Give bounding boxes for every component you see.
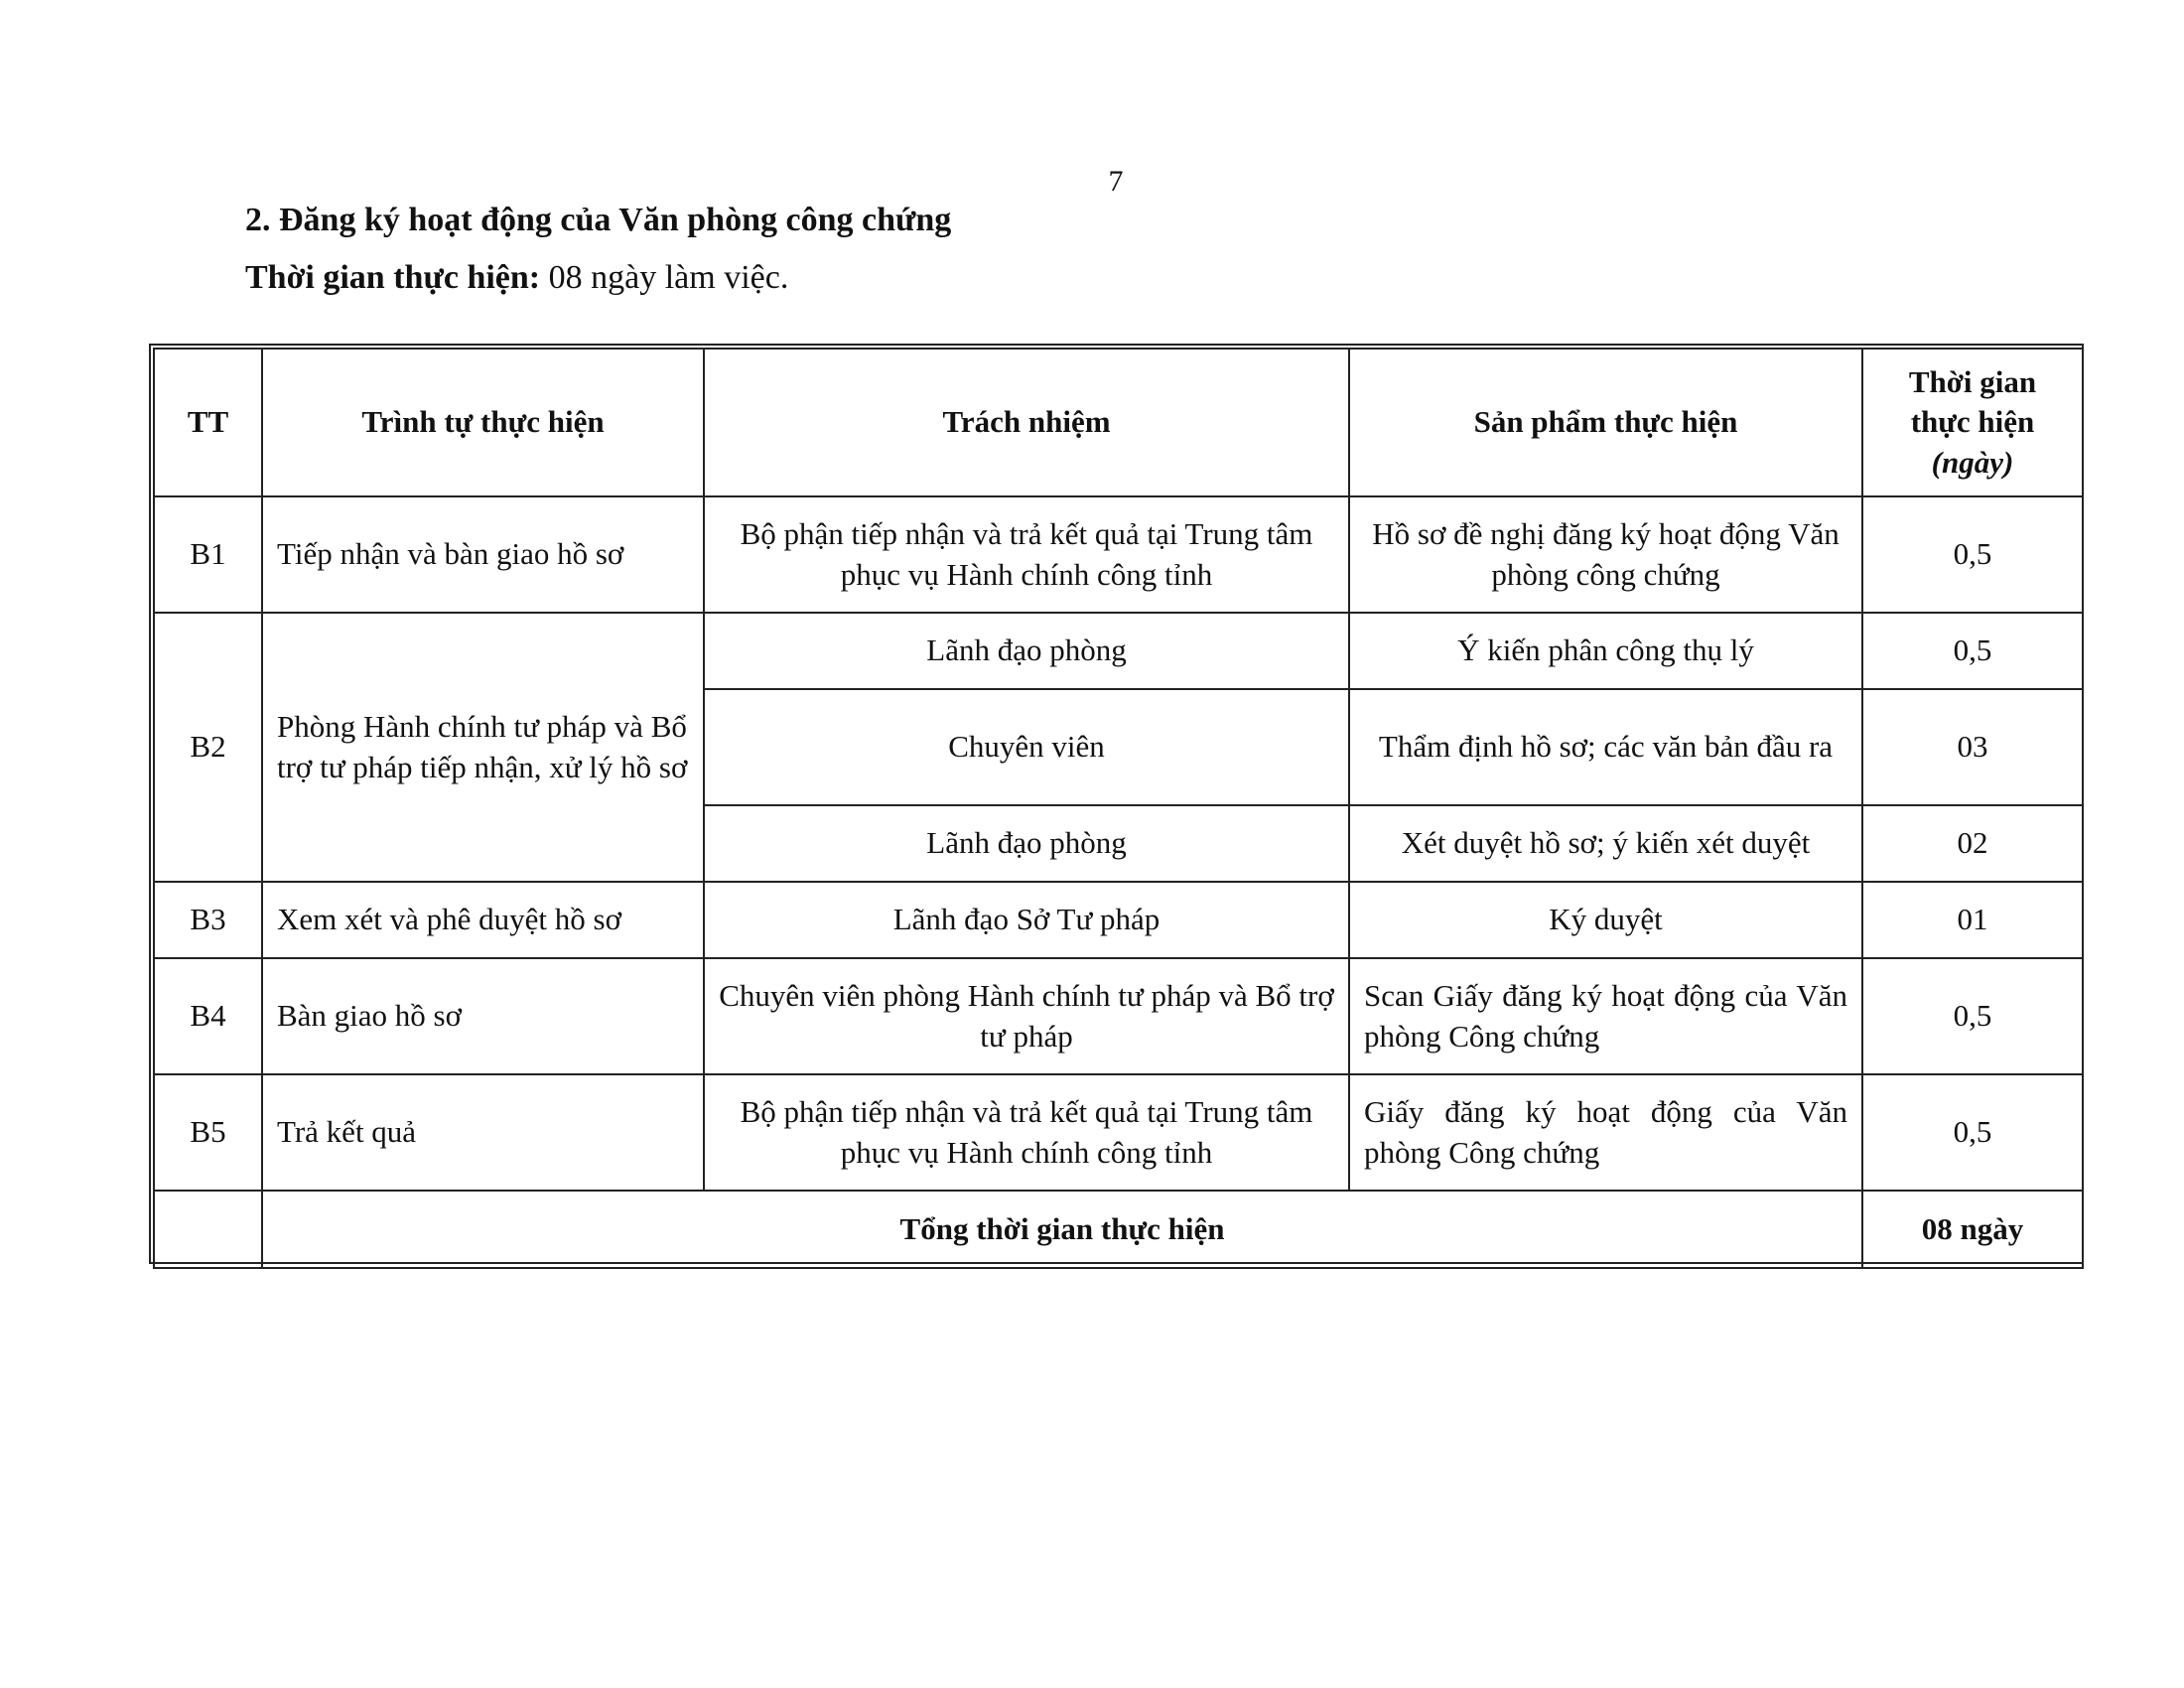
cell-b1-product: Hồ sơ đề nghị đăng ký hoạt động Văn phòng công chứng: [1349, 496, 1862, 613]
header-tt: TT: [154, 349, 262, 496]
cell-b2-2-time: 03: [1862, 689, 2083, 805]
header-product: Sản phẩm thực hiện: [1349, 349, 1862, 496]
cell-b5-tt: B5: [154, 1074, 262, 1191]
cell-b4-step: Bàn giao hồ sơ: [262, 958, 704, 1074]
cell-b4-product: Scan Giấy đăng ký hoạt động của Văn phòng Công chứng: [1349, 958, 1862, 1074]
page-number: 7: [1108, 165, 1124, 198]
header-responsibility: Trách nhiệm: [704, 349, 1349, 496]
duration-label: Thời gian thực hiện:: [245, 259, 541, 296]
table-row-b2-1: [154, 613, 2083, 689]
cell-b1-time: 0,5: [1862, 496, 2083, 613]
cell-b3-responsibility: Lãnh đạo Sở Tư pháp: [704, 882, 1349, 958]
cell-b3-step: Xem xét và phê duyệt hồ sơ: [262, 882, 704, 958]
header-time-line2: thực hiện: [1910, 404, 2035, 440]
table-row-b1: [154, 496, 2083, 613]
procedure-table: [153, 348, 2084, 1269]
section-title: 2. Đăng ký hoạt động của Văn phòng công chứng: [245, 202, 952, 238]
header-time: [1862, 349, 2083, 496]
duration-line: [245, 259, 788, 297]
cell-b1-responsibility: Bộ phận tiếp nhận và trả kết quả tại Trung tâm phục vụ Hành chính công tỉnh: [704, 496, 1349, 613]
header-step: Trình tự thực hiện: [262, 349, 704, 496]
cell-b2-1-product: Ý kiến phân công thụ lý: [1349, 613, 1862, 689]
cell-b2-2-product: Thẩm định hồ sơ; các văn bản đầu ra: [1349, 689, 1862, 805]
cell-b5-responsibility: Bộ phận tiếp nhận và trả kết quả tại Trung tâm phục vụ Hành chính công tỉnh: [704, 1074, 1349, 1191]
header-time-line1: Thời gian: [1908, 364, 2037, 400]
table-row-b5: [154, 1074, 2083, 1191]
cell-b2-3-product: Xét duyệt hồ sơ; ý kiến xét duyệt: [1349, 805, 1862, 882]
cell-b5-step: Trả kết quả: [262, 1074, 704, 1191]
cell-b2-1-responsibility: Lãnh đạo phòng: [704, 613, 1349, 689]
cell-b2-tt: B2: [154, 613, 262, 882]
cell-b4-tt: B4: [154, 958, 262, 1074]
cell-b2-3-time: 02: [1862, 805, 2083, 882]
cell-b2-2-responsibility: Chuyên viên: [704, 689, 1349, 805]
cell-b5-time: 0,5: [1862, 1074, 2083, 1191]
cell-b3-time: 01: [1862, 882, 2083, 958]
cell-b3-product: Ký duyệt: [1349, 882, 1862, 958]
cell-b1-step: Tiếp nhận và bàn giao hồ sơ: [262, 496, 704, 613]
cell-b2-1-time: 0,5: [1862, 613, 2083, 689]
header-time-unit: (ngày): [1931, 444, 2014, 480]
cell-b4-responsibility: Chuyên viên phòng Hành chính tư pháp và Bổ trợ tư pháp: [704, 958, 1349, 1074]
cell-total-tt: [154, 1191, 262, 1268]
procedure-table-frame: [149, 344, 2084, 1264]
cell-b2-step: Phòng Hành chính tư pháp và Bổ trợ tư pháp tiếp nhận, xử lý hồ sơ: [262, 613, 704, 882]
cell-total-label: Tổng thời gian thực hiện: [262, 1191, 1862, 1268]
cell-b3-tt: B3: [154, 882, 262, 958]
cell-b4-time: 0,5: [1862, 958, 2083, 1074]
table-row-b3: [154, 882, 2083, 958]
cell-b1-tt: B1: [154, 496, 262, 613]
table-header-row: [154, 349, 2083, 496]
table-row-b4: [154, 958, 2083, 1074]
cell-total-value: 08 ngày: [1862, 1191, 2083, 1268]
cell-b5-product: Giấy đăng ký hoạt động của Văn phòng Công chứng: [1349, 1074, 1862, 1191]
table-total-row: [154, 1191, 2083, 1268]
duration-value: 08 ngày làm việc.: [540, 259, 789, 296]
cell-b2-3-responsibility: Lãnh đạo phòng: [704, 805, 1349, 882]
